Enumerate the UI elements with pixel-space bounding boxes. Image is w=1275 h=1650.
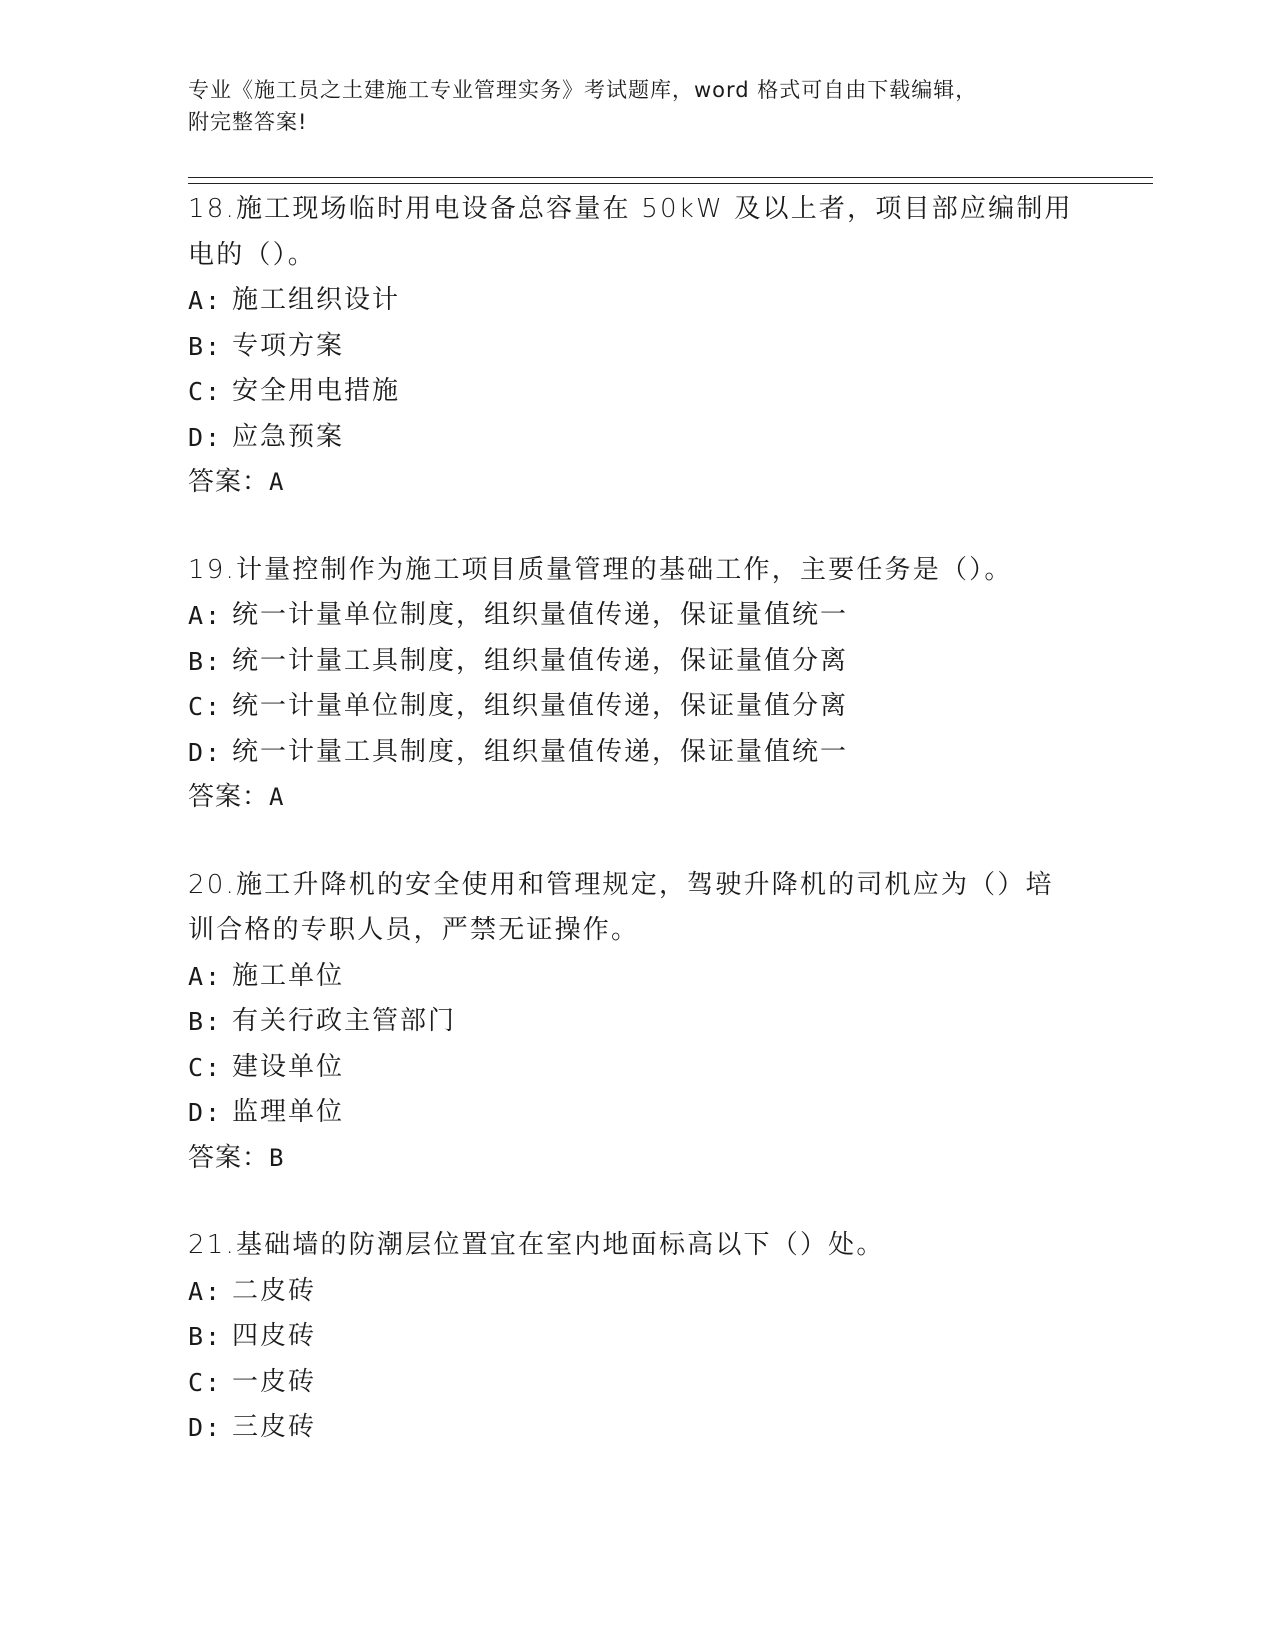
option-letter: D: <box>188 422 223 452</box>
header-line-1: 专业《施工员之土建施工专业管理实务》考试题库，word 格式可自由下载编辑， <box>188 78 978 102</box>
answer-value: A <box>269 783 285 811</box>
answer-option <box>188 1269 1088 1315</box>
question-block <box>188 1223 1088 1451</box>
header-divider-bottom <box>188 183 1153 184</box>
option-letter: B: <box>188 646 223 676</box>
option-text: 建设单位 <box>232 1051 345 1082</box>
answer-option <box>188 324 1088 370</box>
option-letter: B: <box>188 331 223 361</box>
option-letter: A: <box>188 1276 223 1306</box>
option-letter: A: <box>188 601 223 630</box>
option-letter: B: <box>188 1007 223 1036</box>
answer-line <box>188 1136 1088 1182</box>
answer-label: 答案： <box>188 1142 270 1173</box>
question-stem-line: 训合格的专职人员，严禁无证操作。 <box>188 915 640 945</box>
question-stem-line: 18.施工现场临时用电设备总容量在 50kW 及以上者，项目部应编制用 <box>188 194 1073 224</box>
answer-label: 答案： <box>188 782 270 812</box>
answer-option <box>188 639 1088 685</box>
header-line-2: 附完整答案! <box>188 110 308 134</box>
option-letter: D: <box>188 737 223 767</box>
answer-option <box>188 730 1088 776</box>
option-text: 应急预案 <box>232 421 345 452</box>
answer-value: A <box>269 468 285 496</box>
option-letter: C: <box>188 377 223 406</box>
answer-option <box>188 1360 1088 1406</box>
answer-option <box>188 593 1088 639</box>
option-letter: A: <box>188 961 223 991</box>
answer-line <box>188 775 1088 821</box>
answer-label: 答案： <box>188 467 270 497</box>
question-stem-line: 19.计量控制作为施工项目质量管理的基础工作，主要任务是（）。 <box>188 554 1013 585</box>
answer-option <box>188 415 1088 461</box>
answer-option <box>188 954 1088 1000</box>
option-letter: D: <box>188 1413 223 1442</box>
option-letter: B: <box>188 1322 223 1351</box>
option-text: 统一计量工具制度，组织量值传递，保证量值分离 <box>232 645 849 676</box>
document-header <box>188 74 1088 138</box>
option-text: 统一计量工具制度，组织量值传递，保证量值统一 <box>232 736 849 767</box>
option-text: 安全用电措施 <box>232 376 401 406</box>
answer-option <box>188 278 1088 324</box>
option-letter: C: <box>188 692 223 721</box>
question-stem-line: 电的（）。 <box>188 239 317 270</box>
answer-option <box>188 684 1088 730</box>
question-list <box>188 187 1088 1493</box>
option-text: 二皮砖 <box>232 1275 317 1306</box>
answer-option <box>188 369 1088 415</box>
option-text: 施工组织设计 <box>232 285 401 315</box>
option-text: 三皮砖 <box>232 1412 317 1442</box>
answer-option <box>188 1090 1088 1136</box>
answer-option <box>188 999 1088 1045</box>
option-text: 统一计量单位制度，组织量值传递，保证量值分离 <box>232 691 849 721</box>
option-text: 专项方案 <box>232 330 345 361</box>
answer-value: B <box>269 1143 285 1172</box>
question-stem-line: 21.基础墙的防潮层位置宜在室内地面标高以下（）处。 <box>188 1230 885 1260</box>
option-text: 施工单位 <box>232 960 345 991</box>
option-text: 统一计量单位制度，组织量值传递，保证量值统一 <box>232 600 849 630</box>
option-text: 有关行政主管部门 <box>232 1006 457 1036</box>
answer-option <box>188 1314 1088 1360</box>
question-block <box>188 863 1088 1182</box>
answer-line <box>188 460 1088 506</box>
option-letter: C: <box>188 1052 223 1082</box>
option-text: 监理单位 <box>232 1097 345 1127</box>
answer-option <box>188 1045 1088 1091</box>
question-block <box>188 187 1088 506</box>
option-letter: A: <box>188 286 223 315</box>
question-block <box>188 548 1088 821</box>
answer-option <box>188 1405 1088 1451</box>
option-letter: D: <box>188 1098 223 1127</box>
option-letter: C: <box>188 1367 223 1397</box>
header-divider-top <box>188 177 1153 178</box>
question-stem-line: 20.施工升降机的安全使用和管理规定，驾驶升降机的司机应为（）培 <box>188 869 1054 900</box>
option-text: 四皮砖 <box>232 1321 317 1351</box>
option-text: 一皮砖 <box>232 1366 317 1397</box>
